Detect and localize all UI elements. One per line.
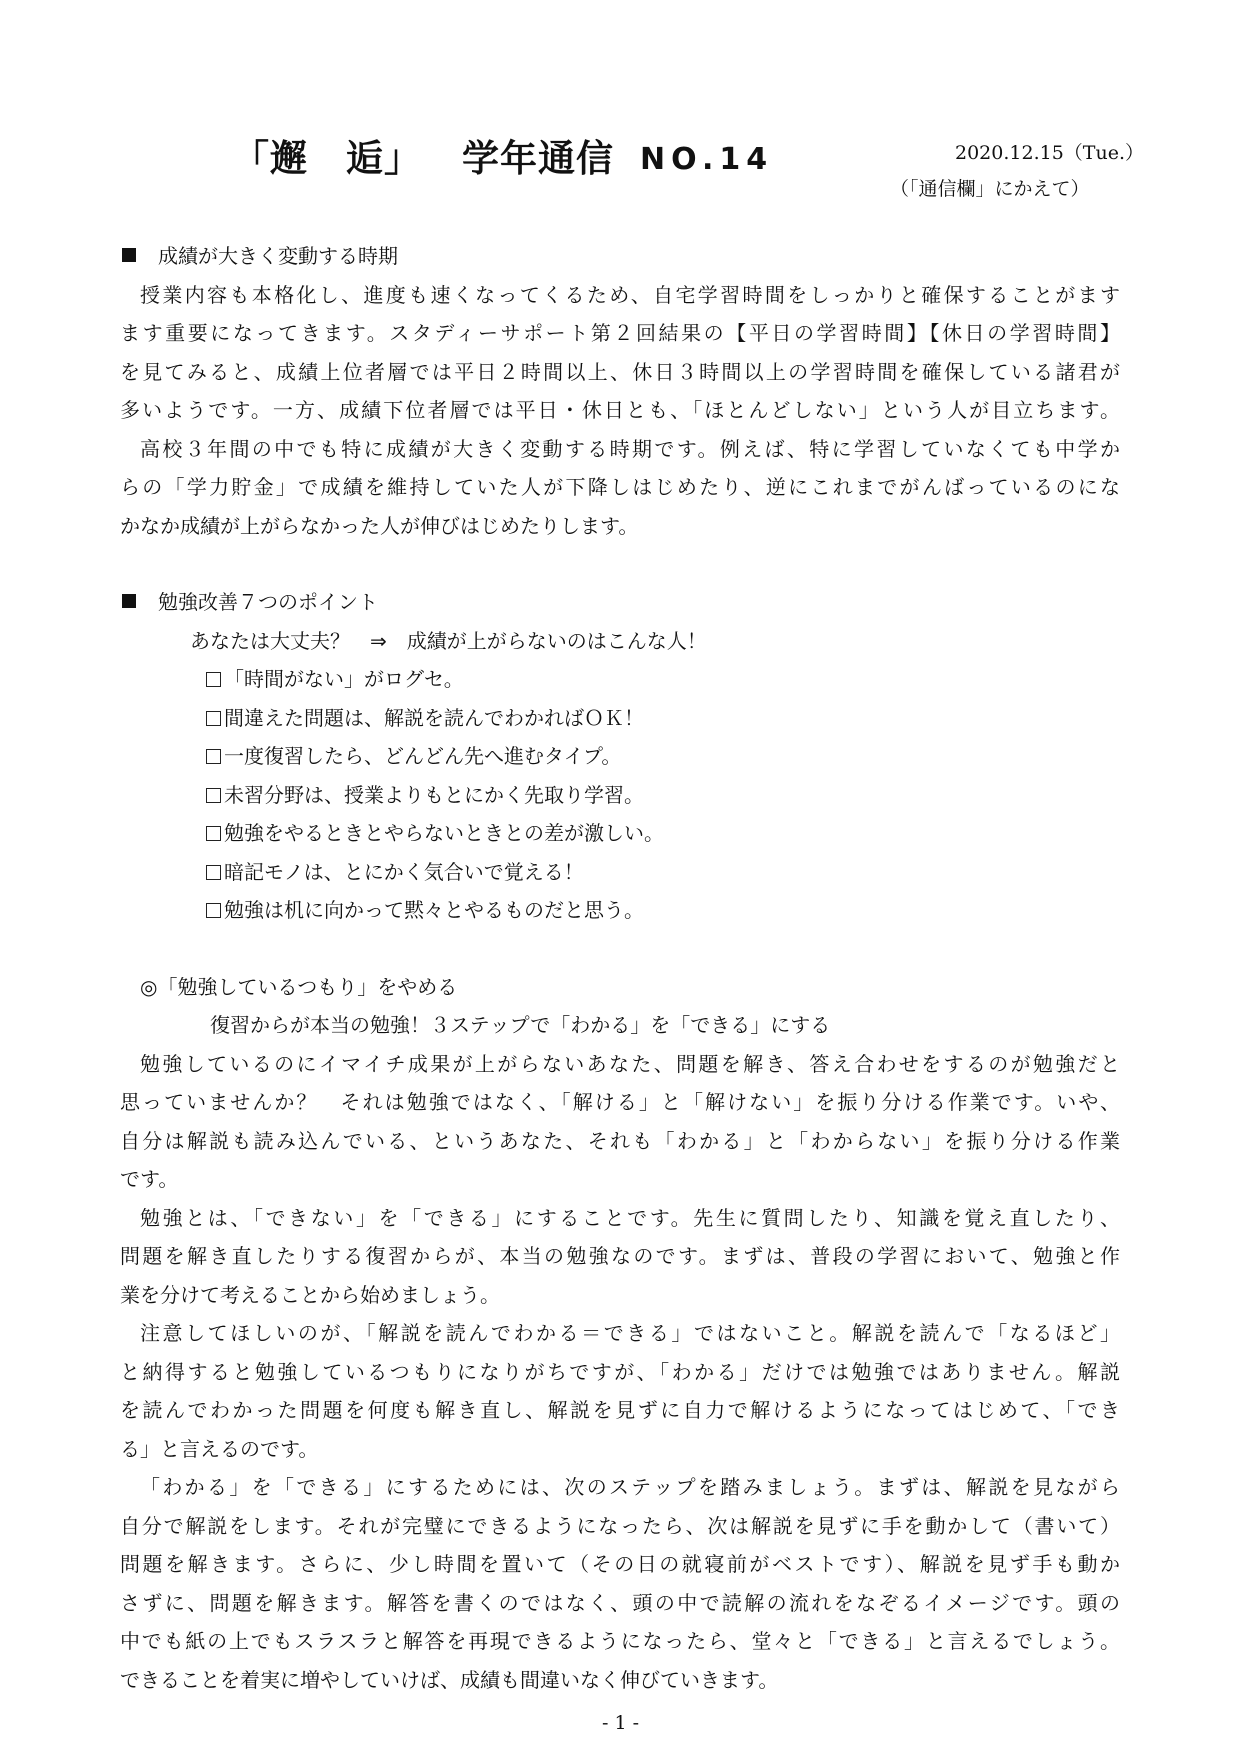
- paragraph-line: 多いようです。一方、成績下位者層では平日・休日とも、「ほとんどしない」という人が目立ちます。: [120, 398, 1120, 422]
- paragraph-line: 中でも紙の上でもスラスラと解答を再現できるようになったら、堂々と「できる」と言えるでしょう。: [120, 1629, 1120, 1653]
- issue-number: NO.14: [640, 142, 774, 177]
- checklist-item: 「時間がない」がログセ。: [120, 660, 1120, 699]
- section-heading: 成績が大きく変動する時期: [120, 237, 1120, 276]
- paragraph-line: です。: [120, 1167, 179, 1191]
- newsletter-title: [232, 128, 872, 184]
- paragraph-line: 注意してほしいのが、「解説を読んでわかる＝できる」ではないこと。解説を読んで「なるほど」: [140, 1321, 1120, 1345]
- paragraph-line: 思っていませんか？ それは勉強ではなく、「解ける」と「解けない」を振り分ける作業です。いや、: [120, 1090, 1120, 1114]
- paragraph-line: 授業内容も本格化し、進度も速くなってくるため、自宅学習時間をしっかりと確保することがます: [140, 282, 1120, 307]
- header-note: （「通信欄」にかえて）: [890, 178, 1090, 200]
- checklist-item: 未習分野は、授業よりもとにかく先取り学習。: [120, 776, 1120, 815]
- square-bullet-icon: [122, 594, 136, 608]
- square-bullet-icon: [122, 248, 136, 262]
- title-name: 「邂 逅」: [232, 137, 422, 180]
- title-subject: 学年通信: [462, 137, 614, 180]
- paragraph-line: 高校３年間の中でも特に成績が大きく変動する時期です。例えば、特に学習していなくても中学か: [140, 436, 1120, 461]
- paragraph-line: さずに、問題を解きます。解答を書くのではなく、頭の中で読解の流れをなぞるイメージです。頭の: [120, 1590, 1120, 1615]
- paragraph-line: 「わかる」を「できる」にするためには、次のステップを踏みましょう。まずは、解説を見ながら: [140, 1475, 1120, 1499]
- checkbox-icon: [206, 903, 221, 918]
- checkbox-icon: [206, 865, 221, 880]
- checklist-item: 勉強をやるときとやらないときとの差が激しい。: [120, 814, 1120, 853]
- checkbox-icon: [206, 826, 221, 841]
- subsection-heading: ◎「勉強しているつもり」をやめる: [140, 974, 458, 999]
- paragraph-line: かなか成績が上がらなかった人が伸びはじめたりします。: [120, 513, 639, 538]
- section-heading: 勉強改善７つのポイント: [120, 583, 1120, 622]
- paragraph-line: を見てみると、成績上位者層では平日２時間以上、休日３時間以上の学習時間を確保している諸君が: [120, 359, 1120, 384]
- paragraph-line: 勉強とは、「できない」を「できる」にすることです。先生に質問したり、知識を覚え直したり、: [140, 1205, 1120, 1230]
- checkbox-icon: [206, 788, 221, 803]
- checkbox-icon: [206, 749, 221, 764]
- page-number: - 1 -: [601, 1712, 639, 1734]
- paragraph-line: 業を分けて考えることから始めましょう。: [120, 1282, 500, 1307]
- paragraph-line: と納得すると勉強しているつもりになりがちですが、「わかる」だけでは勉強ではありません。解説: [120, 1359, 1120, 1384]
- checkbox-icon: [206, 711, 221, 726]
- paragraph-line: 勉強しているのにイマイチ成果が上がらないあなた、問題を解き、答え合わせをするのが勉強だと: [140, 1051, 1120, 1076]
- paragraph-line: 自分は解説も読み込んでいる、というあなた、それも「わかる」と「わからない」を振り分ける作業: [120, 1128, 1120, 1153]
- checklist-item: 暗記モノは、とにかく気合いで覚える！: [120, 853, 1120, 892]
- paragraph-line: ます重要になってきます。スタディーサポート第２回結果の【平日の学習時間】【休日の学習時間】: [120, 321, 1120, 345]
- paragraph-line: 問題を解きます。さらに、少し時間を置いて（その日の就寝前がベストです）、解説を見ず手も動か: [120, 1552, 1120, 1576]
- checklist-item: 一度復習したら、どんどん先へ進むタイプ。: [120, 737, 1120, 776]
- paragraph-line: る」と言えるのです。: [120, 1436, 319, 1461]
- paragraph-line: らの「学力貯金」で成績を維持していた人が下降しはじめたり、逆にこれまでがんばっているのにな: [120, 475, 1120, 499]
- checklist-item: 間違えた問題は、解説を読んでわかればＯＫ！: [120, 699, 1120, 738]
- subsection-subheading: 復習からが本当の勉強！３ステップで「わかる」を「できる」にする: [210, 1013, 831, 1037]
- paragraph-line: できることを着実に増やしていけば、成績も間違いなく伸びていきます。: [120, 1667, 779, 1692]
- checklist-question: あなたは大丈夫？ ⇒ 成績が上がらないのはこんな人！: [190, 628, 707, 653]
- paragraph-line: を読んでわかった問題を何度も解き直し、解説を見ずに自力で解けるようになってはじめて、「でき: [120, 1398, 1120, 1422]
- paragraph-line: 問題を解き直したりする復習からが、本当の勉強なのです。まずは、普段の学習において、勉強と作: [120, 1244, 1120, 1268]
- paragraph-line: 自分で解説をします。それが完璧にできるようになったら、次は解説を見ずに手を動かして（書いて）: [120, 1513, 1120, 1538]
- newsletter-body: [120, 237, 1120, 1699]
- checkbox-icon: [206, 672, 221, 687]
- issue-date: 2020.12.15（Tue.）: [955, 142, 1144, 164]
- checklist-item: 勉強は机に向かって黙々とやるものだと思う。: [120, 891, 1120, 930]
